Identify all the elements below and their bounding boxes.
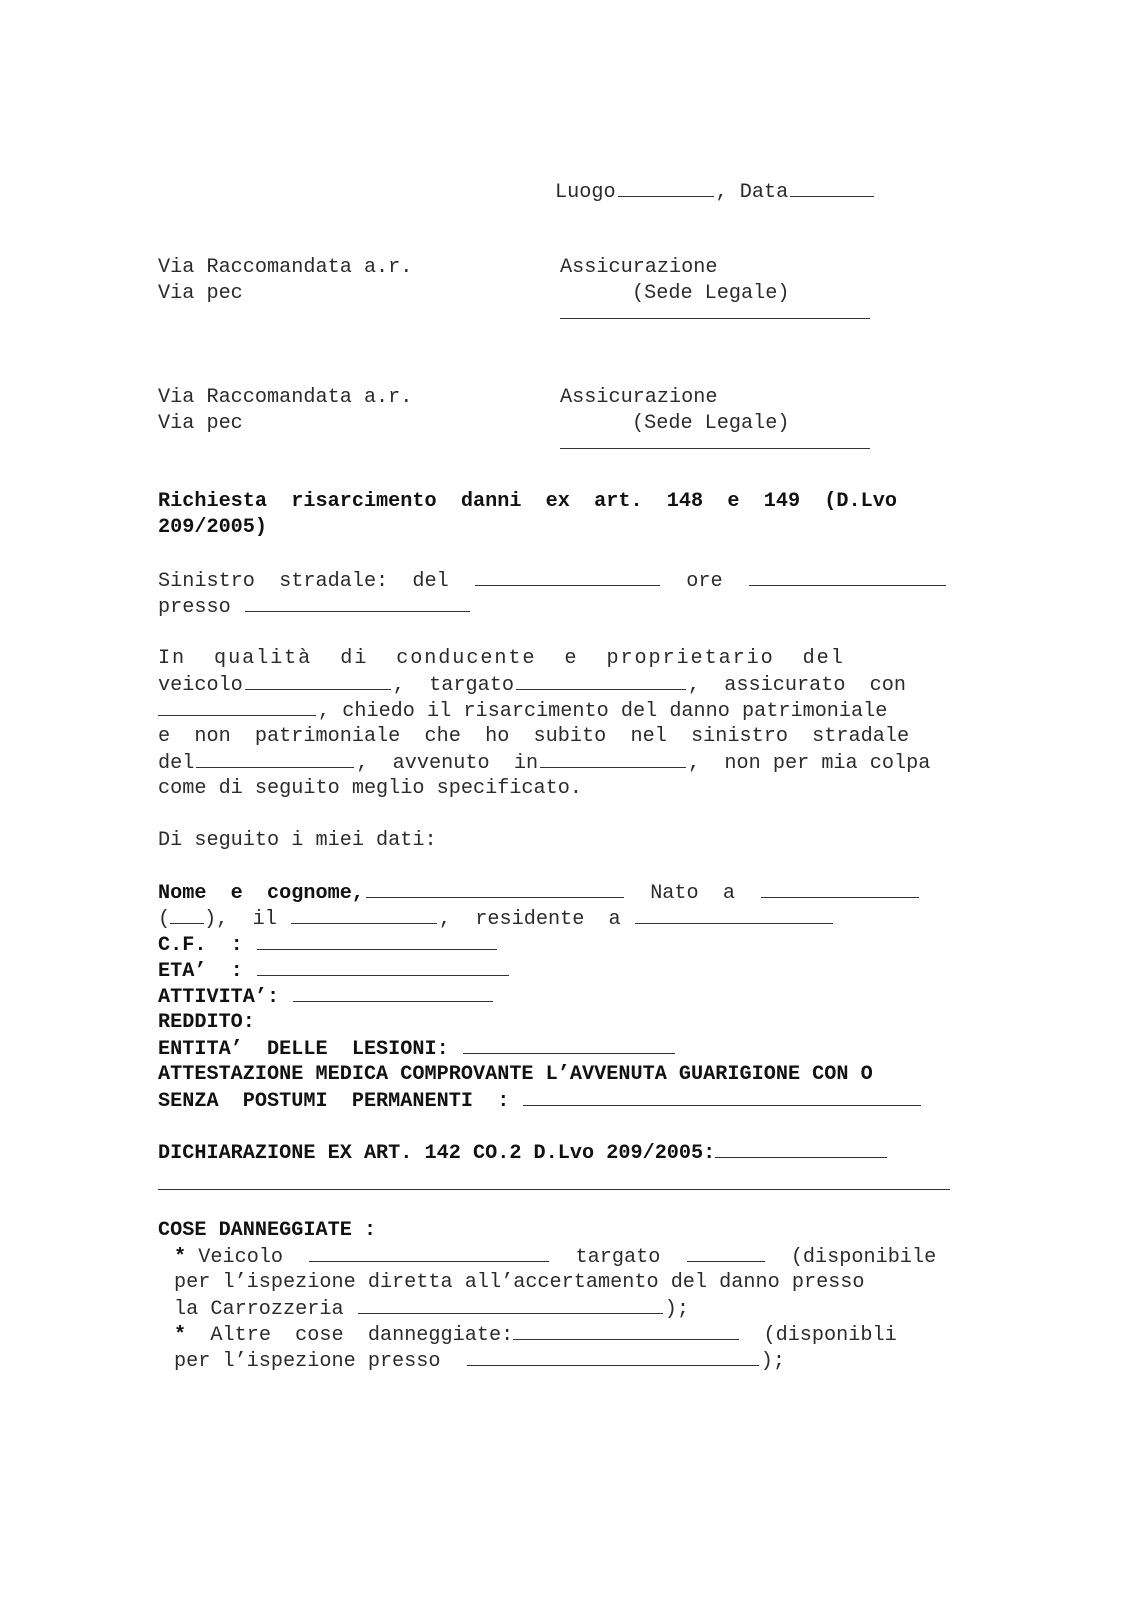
bullet-icon: * xyxy=(174,1246,187,1269)
sinistro-label: Sinistro stradale: del xyxy=(158,570,449,593)
altre-disponibili-label: (disponibli xyxy=(763,1324,897,1347)
cose-veicolo-label: Veicolo xyxy=(198,1246,284,1269)
non-colpa-label: , non per mia colpa xyxy=(688,752,931,775)
recipient-2-sede-legale: (Sede Legale) xyxy=(632,412,790,435)
body-line-2 xyxy=(158,671,906,699)
dichiarazione-line xyxy=(158,1139,887,1167)
lesioni-field[interactable] xyxy=(463,1035,675,1054)
cose-targa-field[interactable] xyxy=(687,1243,765,1262)
dichiarazione-field[interactable] xyxy=(715,1139,887,1158)
attestazione-line-1: ATTESTAZIONE MEDICA COMPROVANTE L’AVVENUTA GUARIGIONE CON O xyxy=(158,1063,873,1086)
lesioni-line xyxy=(158,1035,677,1063)
attestazione-label: SENZA POSTUMI PERMANENTI : xyxy=(158,1090,510,1113)
sinistro-time-field[interactable] xyxy=(749,567,946,586)
eta-line xyxy=(158,957,511,985)
body-line-3-text: , chiedo il risarcimento del danno patrimoniale xyxy=(318,700,888,723)
recipient-1-raccomandata: Via Raccomandata a.r. xyxy=(158,256,413,279)
body-line-6: come di seguito meglio specificato. xyxy=(158,777,583,800)
dichiarazione-field-extra[interactable] xyxy=(158,1189,950,1190)
dichiarazione-label: DICHIARAZIONE EX ART. 142 CO.2 D.Lvo 209/2005: xyxy=(158,1142,716,1165)
attestazione-field[interactable] xyxy=(523,1087,921,1106)
veicolo-label: veicolo xyxy=(158,674,243,697)
veicolo-field[interactable] xyxy=(245,671,391,690)
prov-field[interactable] xyxy=(170,905,204,924)
recipient-1-assicurazione: Assicurazione xyxy=(560,256,718,279)
avvenuto-field[interactable] xyxy=(540,749,686,768)
sinistro-line xyxy=(158,567,948,595)
recipient-2-assicurazione: Assicurazione xyxy=(560,386,718,409)
subject-line-1: Richiesta risarcimento danni ex art. 148 e 149 (D.Lvo xyxy=(158,490,897,513)
cose-veicolo-field[interactable] xyxy=(309,1243,549,1262)
carrozzeria-close: ); xyxy=(664,1298,689,1321)
nato-field[interactable] xyxy=(761,879,919,898)
prov-open: ( xyxy=(158,908,171,931)
nato-label: Nato a xyxy=(650,882,735,905)
body-line-4: e non patrimoniale che ho subito nel sinistro stradale xyxy=(158,725,910,748)
body-line-3 xyxy=(158,697,887,725)
altre-presso-field[interactable] xyxy=(467,1347,759,1366)
cose-altre-line xyxy=(174,1321,897,1349)
targato-label: , targato xyxy=(392,674,514,697)
body-line-1: In qualità di conducente e proprietario del xyxy=(158,647,845,670)
luogo-label: Luogo xyxy=(555,181,616,204)
attivita-line xyxy=(158,983,495,1011)
lesioni-label: ENTITA’ DELLE LESIONI: xyxy=(158,1038,449,1061)
nome-line xyxy=(158,879,921,907)
residente-label: , residente a xyxy=(438,908,621,931)
recipient-2-raccomandata: Via Raccomandata a.r. xyxy=(158,386,413,409)
cose-altre-line-2 xyxy=(174,1347,785,1375)
altre-presso-close: ); xyxy=(760,1350,785,1373)
residente-field[interactable] xyxy=(635,905,833,924)
altre-cose-field[interactable] xyxy=(513,1321,739,1340)
place-date-line xyxy=(555,178,876,206)
targa-field[interactable] xyxy=(516,671,686,690)
del-label: del xyxy=(158,752,195,775)
attivita-label: ATTIVITA’: xyxy=(158,986,280,1009)
assicurato-label: , assicurato con xyxy=(687,674,907,697)
ore-label: ore xyxy=(686,570,723,593)
avvenuto-label: , avvenuto in xyxy=(356,752,539,775)
attestazione-line-2 xyxy=(158,1087,923,1115)
cf-line xyxy=(158,931,499,959)
il-label: ), il xyxy=(204,908,277,931)
presso-line xyxy=(158,593,472,621)
reddito-label: REDDITO: xyxy=(158,1011,255,1034)
cose-title: COSE DANNEGGIATE : xyxy=(158,1219,377,1242)
cose-targato-label: targato xyxy=(575,1246,661,1269)
body-line-5 xyxy=(158,749,930,777)
recipient-1-sede-legale: (Sede Legale) xyxy=(632,282,790,305)
eta-label: ETA’ : xyxy=(158,960,243,983)
data-label: , Data xyxy=(715,181,789,204)
nascita-line xyxy=(158,905,835,933)
bullet-icon: * xyxy=(174,1324,187,1347)
cose-veicolo-line xyxy=(174,1243,936,1271)
subject-line-2: 209/2005) xyxy=(158,516,268,539)
eta-field[interactable] xyxy=(257,957,509,976)
del-field[interactable] xyxy=(196,749,354,768)
nome-label: Nome e cognome, xyxy=(158,882,364,905)
sinistro-date-field[interactable] xyxy=(475,567,660,586)
data-nascita-field[interactable] xyxy=(291,905,437,924)
carrozzeria-label: la Carrozzeria xyxy=(174,1298,344,1321)
presso-field[interactable] xyxy=(245,593,470,612)
cose-disponibile-label: (disponibile xyxy=(790,1246,937,1269)
recipient-1-address-field[interactable] xyxy=(560,318,870,319)
recipient-2-pec: Via pec xyxy=(158,412,243,435)
recipient-1-pec: Via pec xyxy=(158,282,243,305)
data-field[interactable] xyxy=(790,178,874,197)
presso-label: presso xyxy=(158,596,231,619)
cf-label: C.F. : xyxy=(158,934,243,957)
cose-veicolo-line-2: per l’ispezione diretta all’accertamento del danno presso xyxy=(174,1271,865,1294)
cose-carrozzeria-line xyxy=(174,1295,689,1323)
attivita-field[interactable] xyxy=(293,983,493,1002)
cf-field[interactable] xyxy=(257,931,497,950)
carrozzeria-field[interactable] xyxy=(358,1295,663,1314)
compagnia-field[interactable] xyxy=(158,697,316,716)
altre-presso-label: per l’ispezione presso xyxy=(174,1350,441,1373)
luogo-field[interactable] xyxy=(618,178,714,197)
dati-intro: Di seguito i miei dati: xyxy=(158,829,437,852)
recipient-2-address-field[interactable] xyxy=(560,448,870,449)
altre-cose-label: Altre cose danneggiate: xyxy=(210,1324,514,1347)
nome-field[interactable] xyxy=(366,879,624,898)
